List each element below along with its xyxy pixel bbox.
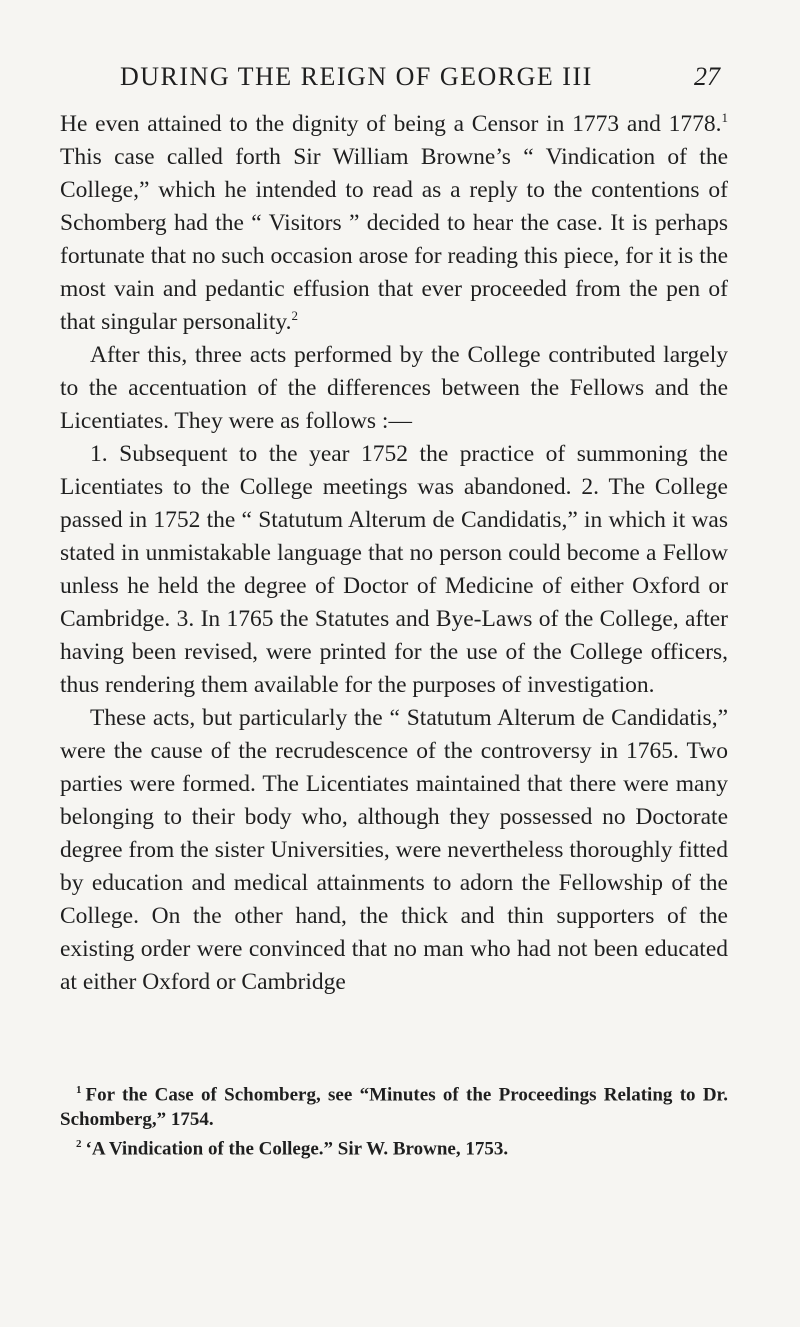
paragraph-4: These acts, but particularly the “ Statutum Alterum de Candidatis,” were the cause of the recrudescence of the controversy in 1765. Two parties were formed. The Licentiates maintained that there were many belonging to their body who, although they possessed no Doctorate degree from the sister Universities, were nevertheless thoroughly fitted by education and medical attainments to adorn the Fellowship of the College. On the other hand, the thick and thin supporters of the existing order were convinced that no man who had not been educated at either Oxford or Cambridge	[60, 705, 728, 995]
body-text	[60, 108, 728, 999]
running-head: DURING THE REIGN OF GEORGE III	[120, 62, 593, 91]
paragraph-1-part-b: This case called forth Sir William Browne’s “ Vindication of the College,” which he intended to read as a reply to the contentions of Schomberg had the “ Visitors ” decided to hear the case. It is perhaps fortunate that no such occasion arose for reading this piece, for it is the most vain and pedantic effusion that ever proceeded from the pen of that singular personality.	[60, 144, 728, 335]
footnote-1-text: For the Case of Schomberg, see “Minutes of the Proceedings Relating to Dr. Schomberg,” 1754.	[60, 1084, 728, 1131]
footnote-2	[60, 1132, 728, 1161]
paragraph-1	[60, 108, 728, 339]
footnote-2-text: ‘A Vindication of the College.” Sir W. Browne, 1753.	[85, 1138, 509, 1160]
paragraph-3: 1. Subsequent to the year 1752 the practice of summoning the Licentiates to the College meetings was abandoned. 2. The College passed in 1752 the “ Statutum Alterum de Candidatis,” in which it was stated in unmistakable language that no person could become a Fellow unless he held the degree of Doctor of Medicine of either Oxford or Cambridge. 3. In 1765 the Statutes and Bye-Laws of the College, after having been revised, were printed for the use of the College officers, thus rendering them available for the purposes of investigation.	[60, 441, 728, 698]
footnote-2-mark: 2	[76, 1138, 82, 1151]
footnotes	[60, 1078, 728, 1162]
footnote-ref-2: 2	[291, 308, 298, 324]
page-header	[108, 57, 720, 97]
page-number: 27	[694, 62, 720, 91]
paragraph-1-part-a: He even attained to the dignity of being a Censor in 1773 and 1778.	[60, 111, 722, 137]
paragraph-2: After this, three acts performed by the College contributed largely to the accentuation of the differences between the Fellows and the Licentiates. They were as follows :—	[60, 342, 728, 434]
footnote-1-mark: 1	[76, 1084, 82, 1096]
footnote-ref-1: 1	[721, 110, 728, 126]
footnote-1	[60, 1078, 728, 1132]
